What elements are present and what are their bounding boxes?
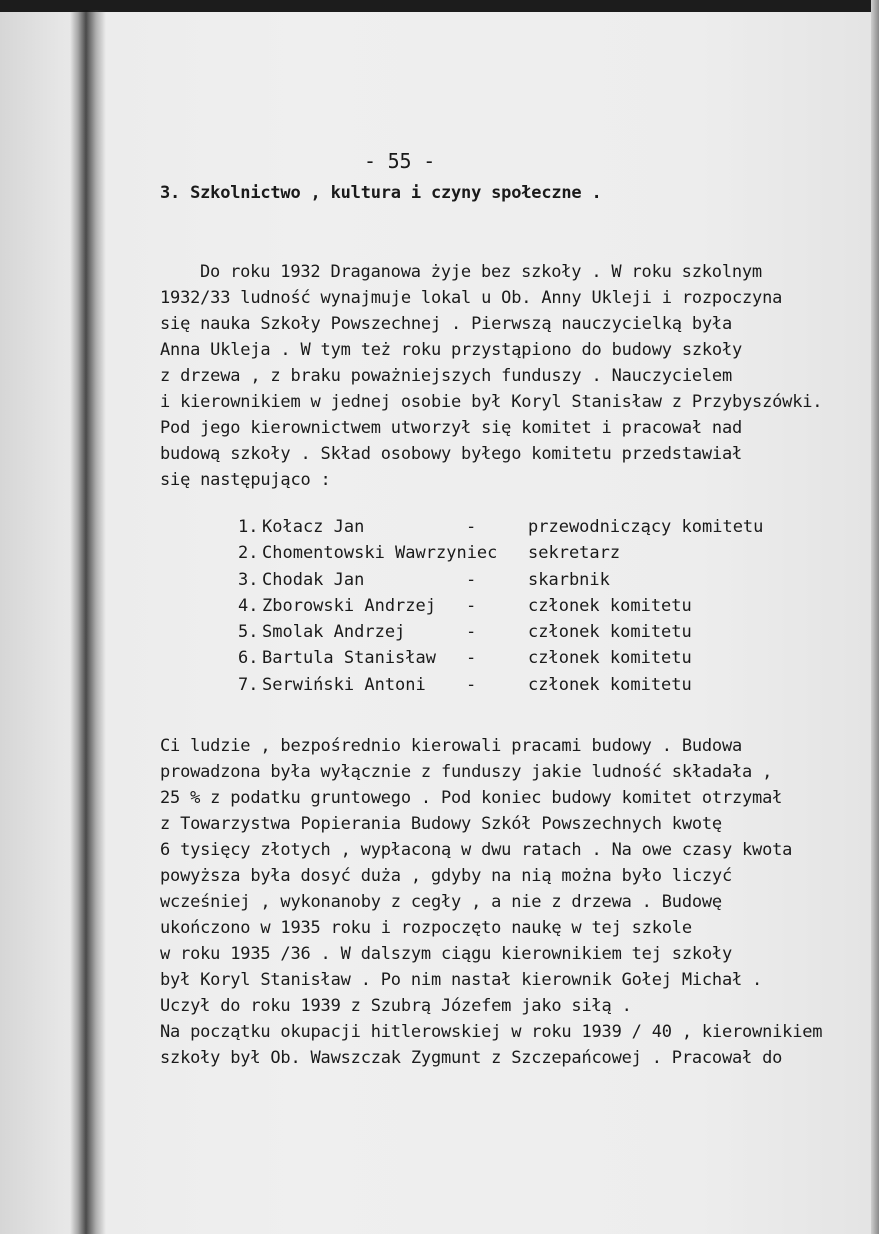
member-role: członek komitetu bbox=[528, 595, 692, 616]
paragraph-2-line: ukończono w 1935 roku i rozpoczęto naukę w tej szkole bbox=[160, 918, 692, 938]
member-role: członek komitetu bbox=[528, 674, 692, 695]
row-number: 6. bbox=[238, 648, 259, 669]
row-number: 5. bbox=[238, 622, 259, 643]
member-name: Zborowski Andrzej bbox=[262, 595, 436, 616]
paragraph-2-line: Uczył do roku 1939 z Szubrą Józefem jako siłą . bbox=[160, 996, 632, 1016]
separator-dash: - bbox=[466, 674, 477, 695]
paragraph-2-line: w roku 1935 /36 . W dalszym ciągu kierownikiem tej szkoły bbox=[160, 944, 732, 964]
paragraph-2-line: Ci ludzie , bezpośrednio kierowali pracami budowy . Budowa bbox=[160, 736, 743, 756]
paragraph-1-line: 1932/33 ludność wynajmuje lokal u Ob. Anny Ukleji i rozpoczyna bbox=[160, 288, 783, 308]
member-name: Kołacz Jan bbox=[262, 517, 365, 537]
paragraph-1-line: z drzewa , z braku poważniejszych funduszy . Nauczycielem bbox=[160, 366, 732, 386]
paragraph-1-line: Anna Ukleja . W tym też roku przystąpiono do budowy szkoły bbox=[160, 340, 743, 360]
member-name: Smolak Andrzej bbox=[262, 622, 406, 643]
scan-right-border bbox=[871, 0, 879, 1234]
page-number: - 55 - bbox=[364, 149, 436, 173]
paragraph-2-line: prowadzona była wyłącznie z funduszy jakie ludność składała , bbox=[160, 762, 773, 782]
paragraph-2-line: był Koryl Stanisław . Po nim nastał kierownik Gołej Michał . bbox=[160, 970, 763, 990]
paragraph-1-line: Pod jego kierownictwem utworzył się komitet i pracował nad bbox=[160, 418, 743, 438]
paragraph-2-line: z Towarzystwa Popierania Budowy Szkół Powszechnych kwotę bbox=[160, 814, 722, 834]
row-number: 3. bbox=[238, 569, 259, 590]
member-name: Bartula Stanisław bbox=[262, 648, 436, 669]
page-binding bbox=[70, 10, 106, 1234]
paragraph-2-line: 6 tysięcy złotych , wypłaconą w dwu ratach . Na owe czasy kwota bbox=[160, 840, 793, 860]
separator-dash: - bbox=[466, 595, 477, 616]
row-number: 1. bbox=[238, 517, 259, 537]
paragraph-2-line: 25 % z podatku gruntowego . Pod koniec budowy komitet otrzymał bbox=[160, 788, 783, 808]
member-role: przewodniczący komitetu bbox=[528, 517, 764, 537]
member-role: członek komitetu bbox=[528, 648, 692, 669]
separator-dash: - bbox=[466, 648, 477, 669]
paragraph-2-line: szkoły był Ob. Wawszczak Zygmunt z Szczepańcowej . Pracował do bbox=[160, 1048, 783, 1068]
paragraph-1-line: się następująco : bbox=[160, 470, 331, 490]
paragraph-1-line: i kierownikiem w jednej osobie był Koryl Stanisław z Przybyszówki. bbox=[160, 392, 823, 412]
paragraph-1-line: się nauka Szkoły Powszechnej . Pierwszą nauczycielką była bbox=[160, 314, 732, 334]
paragraph-2-line: powyższa była dosyć duża , gdyby na nią można było liczyć bbox=[160, 866, 732, 886]
section-heading: 3. Szkolnictwo , kultura i czyny społeczne . bbox=[160, 183, 602, 203]
paragraph-1-line: budową szkoły . Skład osobowy byłego komitetu przedstawiał bbox=[160, 444, 743, 464]
row-number: 4. bbox=[238, 595, 259, 616]
scan-top-border bbox=[0, 0, 879, 12]
member-name: Chomentowski Wawrzyniec bbox=[262, 543, 498, 564]
member-name: Chodak Jan bbox=[262, 569, 365, 590]
paragraph-2-line: Na początku okupacji hitlerowskiej w roku 1939 / 40 , kierownikiem bbox=[160, 1022, 823, 1042]
separator-dash: - bbox=[466, 517, 477, 537]
row-number: 2. bbox=[238, 543, 259, 564]
paragraph-1-line: Do roku 1932 Draganowa żyje bez szkoły . W roku szkolnym bbox=[200, 262, 762, 282]
separator-dash: - bbox=[466, 569, 477, 590]
member-role: sekretarz bbox=[528, 543, 621, 564]
member-role: skarbnik bbox=[528, 569, 610, 590]
member-role: członek komitetu bbox=[528, 622, 692, 643]
member-name: Serwiński Antoni bbox=[262, 674, 426, 695]
separator-dash: - bbox=[466, 622, 477, 643]
row-number: 7. bbox=[238, 674, 259, 695]
paragraph-2-line: wcześniej , wykonanoby z cegły , a nie z drzewa . Budowę bbox=[160, 892, 722, 912]
